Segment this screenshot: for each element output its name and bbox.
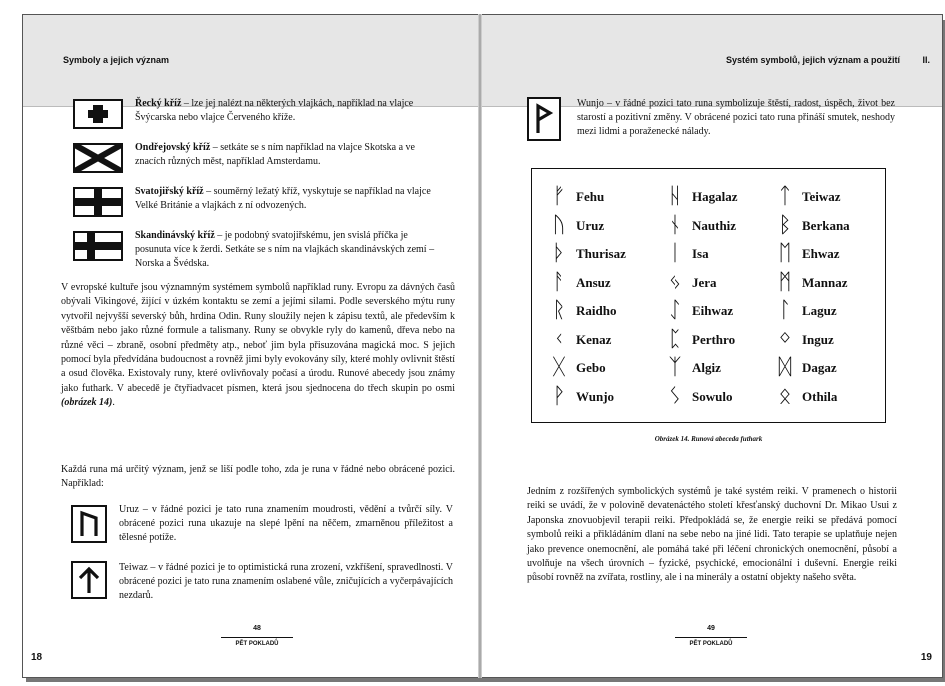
uruz-rune-icon bbox=[71, 505, 107, 543]
runes-paragraph: V evropské kultuře jsou významným systémem symbolů například runy. Evropu za dávných časů obývali Vikingové, žijící v úzkém kontaktu se zemí a jejími silami. Podle severského mýtu runy vytvořil nejvyšší severský bůh, hrdina Odin. Runy sloužily nejen k zápisu textů, ale především k věštbám nebo jako různé formule a talismany. Runy se obvykle ryly do kamenů, dřeva nebo na různé věci – zbraně, osobní předměty atp., neboť jim byla přisuzována magická moc. S jejich pomocí byla předvídána budoucnost a rovněž jimi byly evokovány síly, které mohly ovlivnit štěstí a osud člověka. Existovaly runy, které ovlivňovaly počasí a úrodu. Runové abecedy jsou známy jako futhark. V abecedě je čtyřiadvacet písmen, která jsou sjednocena do třech skupin po osmi (obrázek 14). bbox=[61, 282, 455, 409]
rune-glyph: ᚦ bbox=[552, 241, 566, 267]
rune-name: Thurisaz bbox=[576, 246, 626, 262]
rune-name: Berkana bbox=[802, 217, 850, 233]
rune-item bbox=[546, 183, 626, 212]
rune-item bbox=[662, 183, 738, 212]
rune-glyph: ᚾ bbox=[668, 212, 682, 238]
rune-glyph: ᛚ bbox=[778, 298, 792, 324]
rune-item bbox=[546, 240, 626, 269]
rune-item bbox=[772, 269, 850, 298]
rune-name: Sowulo bbox=[692, 388, 733, 404]
rune-glyph: ᛟ bbox=[778, 383, 792, 409]
left-page bbox=[22, 14, 480, 678]
rune-name: Jera bbox=[692, 274, 717, 290]
rune-glyph: ᚨ bbox=[552, 269, 566, 295]
rune-item bbox=[546, 297, 626, 326]
rune-glyph: ᛁ bbox=[668, 241, 682, 267]
flag-name: Svatojiřský kříž bbox=[135, 186, 204, 197]
futhark-column-3 bbox=[772, 183, 850, 411]
right-running-head: Systém symbolů, jejich význam a použití bbox=[725, 55, 900, 65]
greek-cross-flag-icon bbox=[73, 99, 123, 129]
rune-item bbox=[662, 212, 738, 241]
rune-item bbox=[662, 354, 738, 383]
rune-item bbox=[662, 383, 738, 412]
rune-item bbox=[546, 354, 626, 383]
rune-name: Hagalaz bbox=[692, 189, 738, 205]
rune-name: Kenaz bbox=[576, 331, 612, 347]
left-running-head: Symboly a jejich význam bbox=[63, 55, 170, 65]
rune-glyph: ᛖ bbox=[778, 241, 792, 267]
folio-number: 48 bbox=[253, 625, 261, 632]
rune-name: Eihwaz bbox=[692, 303, 734, 319]
book-gutter bbox=[478, 14, 482, 678]
figure-caption: Obrázek 14. Runová abeceda futhark bbox=[654, 435, 763, 443]
flag-text: – lze jej nalézt na některých vlajkách, například na vlajce Švýcarska nebo vlajce Červeného kříže. bbox=[135, 98, 414, 123]
flag-name: Řecký kříž bbox=[135, 98, 182, 109]
rune-glyph: ᚷ bbox=[552, 355, 566, 381]
folio-rule bbox=[675, 637, 747, 638]
book-title: PĚT POKLADŮ bbox=[235, 641, 279, 647]
rune-glyph: ᚹ bbox=[552, 383, 566, 409]
reiki-paragraph: Jedním z rozšířených symbolických systémů je také systém reiki. V pramenech o historii reiki se uvádí, že v polovině devatenáctého století křesťanský duchovní Dr. Mikao Usui z Japonska znovuobjevil terapii reiki. Předpokládá se, že energie reiki se předává pomocí symbolů reiki a přikládáním dlaní na sebe nebo na jiné lidi. Tato terapie se uplatňuje nejen jako prevence onemocnění, ale pomáhá také při léčení chronických onemocnění, působí a uvolňuje na všech úrovních – fyzické, psychické, emocionální i duševní. Energie reiki působí rovněž na zvířata, rostliny, ale i na minerály a ostatní objekty našeho světa. bbox=[527, 486, 897, 584]
chapter-number: II. bbox=[922, 55, 930, 65]
rune-glyph: ᛉ bbox=[668, 355, 682, 381]
rune-item bbox=[546, 383, 626, 412]
rune-name: Nauthiz bbox=[692, 217, 737, 233]
futhark-figure bbox=[531, 168, 886, 423]
rune-item bbox=[662, 269, 738, 298]
rune-item bbox=[772, 326, 850, 355]
rune-name: Wunjo bbox=[576, 388, 615, 404]
rune-glyph: ᛃ bbox=[668, 269, 682, 295]
figure-reference: (obrázek 14) bbox=[61, 397, 113, 409]
futhark-column-1 bbox=[546, 183, 626, 411]
rune-item bbox=[772, 383, 850, 412]
rune-glyph: ᛜ bbox=[778, 326, 792, 352]
rune-glyph: ᚱ bbox=[552, 298, 566, 324]
flag-text: – setkáte se s ním například na vlajce Skotska a ve znacích různých měst, například Amsterdamu. bbox=[135, 142, 415, 167]
rune-item bbox=[662, 240, 738, 269]
rune-item bbox=[772, 354, 850, 383]
rune-glyph: ᛗ bbox=[778, 269, 792, 295]
rune-item bbox=[546, 212, 626, 241]
rune-item bbox=[662, 326, 738, 355]
rune-name: Mannaz bbox=[802, 274, 848, 290]
rune-name: Teiwaz bbox=[802, 189, 841, 205]
wunjo-rune-icon bbox=[527, 97, 561, 141]
rune-name: Isa bbox=[692, 246, 709, 262]
futhark-column-2 bbox=[662, 183, 738, 411]
flag-name: Skandinávský kříž bbox=[135, 230, 215, 241]
rune-glyph: ᚠ bbox=[552, 184, 566, 210]
saltire-description bbox=[135, 141, 445, 169]
rune-item bbox=[772, 240, 850, 269]
right-outer-page-number: 19 bbox=[920, 652, 932, 663]
teiwaz-description: Teiwaz – v řádné pozici je to optimistická runa zrození, vzkříšení, spravedlnosti. V obrácené pozici je tato runa znamením oslabené vůle, zničujících a vyčerpávajících nezdarů. bbox=[119, 562, 453, 601]
greek-cross-description bbox=[135, 97, 445, 125]
nordic-cross-flag-icon bbox=[73, 231, 123, 261]
rune-item bbox=[546, 269, 626, 298]
rune-item bbox=[772, 212, 850, 241]
rune-item bbox=[772, 297, 850, 326]
folio-number: 49 bbox=[707, 625, 715, 632]
st-george-description bbox=[135, 185, 445, 213]
rune-name: Uruz bbox=[576, 217, 605, 233]
rune-name: Raidho bbox=[576, 303, 617, 319]
left-folio bbox=[217, 625, 297, 647]
rune-name: Gebo bbox=[576, 360, 606, 376]
wunjo-description: Wunjo – v řádné pozici tato runa symbolizuje štěstí, radost, úspěch, život bez starostí a pozitivní změny. V obrácené pozici tato runa přináší smutek, neshody mezi lidmi a poraženecké nálady. bbox=[577, 98, 895, 137]
st-george-cross-flag-icon bbox=[73, 187, 123, 217]
uruz-description: Uruz – v řádné pozici je tato runa znamením moudrosti, vědění a tvůrčí síly. V obrácené pozici runa ukazuje na slepé lpění na něčem, zmarněnou příležitost a tělesné potíže. bbox=[119, 504, 453, 543]
rune-name: Ehwaz bbox=[802, 246, 840, 262]
left-outer-page-number: 18 bbox=[31, 652, 43, 663]
flag-text: – je podobný svatojiřskému, jen svislá příčka je posunuta více k žerdi. Setkáte se s ním na vlajkách skandinávských zemí – Norska a Švédska. bbox=[135, 230, 435, 269]
rune-name: Laguz bbox=[802, 303, 837, 319]
rune-glyph: ᛒ bbox=[778, 212, 792, 238]
rune-name: Ansuz bbox=[576, 274, 611, 290]
rune-name: Algiz bbox=[692, 360, 721, 376]
rune-name: Inguz bbox=[802, 331, 834, 347]
rune-glyph: ᛊ bbox=[668, 383, 682, 409]
rune-item bbox=[772, 183, 850, 212]
folio-rule bbox=[221, 637, 293, 638]
rune-meaning-intro: Každá runa má určitý význam, jenž se liší podle toho, zda je runa v řádné nebo obrácené pozici. Například: bbox=[61, 464, 455, 490]
right-page bbox=[480, 14, 943, 678]
rune-glyph: ᚢ bbox=[552, 212, 566, 238]
flag-text: – souměrný ležatý kříž, vyskytuje se například na vlajce Velké Británie a vlajkách z ní odvozených. bbox=[135, 186, 431, 211]
rune-glyph: ᛇ bbox=[668, 298, 682, 324]
rune-glyph: ᛈ bbox=[668, 326, 682, 352]
rune-glyph: ᚺ bbox=[668, 184, 682, 210]
flag-name: Ondřejovský kříž bbox=[135, 142, 211, 153]
right-folio bbox=[671, 625, 751, 647]
rune-item bbox=[546, 326, 626, 355]
rune-glyph: ᚲ bbox=[552, 326, 566, 352]
nordic-description bbox=[135, 229, 445, 271]
rune-name: Othila bbox=[802, 388, 838, 404]
rune-glyph: ᛞ bbox=[778, 355, 792, 381]
runes-paragraph-text: V evropské kultuře jsou významným systémem symbolů například runy. Evropu za dávných časů obývali Vikingové, žijící v úzkém kontaktu se zemí a jejími silami. Podle severského mýtu runy vytvořil nejvyšší severský bůh, hrdina Odin. Runy sloužily nejen k zápisu textů, ale především k věštbám nebo jako různé formule a talismany. Runy se obvykle ryly do kamenů, dřeva nebo na různé věci – zbraně, osobní předměty atp., neboť jim byla přisuzována magická moc. S jejich pomocí byla předvídána budoucnost a rovněž jimi byly evokovány síly, které mohly ovlivnit štěstí a osud člověka. Existovaly runy, které ovlivňovaly počasí a úrodu. Runové abecedy jsou známy jako futhark. V abecedě je čtyřiadvacet písmen, která jsou sjednocena do třech skupin po osmi bbox=[61, 282, 455, 394]
saltire-flag-icon bbox=[73, 143, 123, 173]
rune-name: Fehu bbox=[576, 189, 605, 205]
rune-item bbox=[662, 297, 738, 326]
teiwaz-rune-icon bbox=[71, 561, 107, 599]
rune-name: Dagaz bbox=[802, 360, 837, 376]
rune-glyph: ᛏ bbox=[778, 184, 792, 210]
rune-name: Perthro bbox=[692, 331, 736, 347]
book-title: PĚT POKLADŮ bbox=[689, 641, 733, 647]
